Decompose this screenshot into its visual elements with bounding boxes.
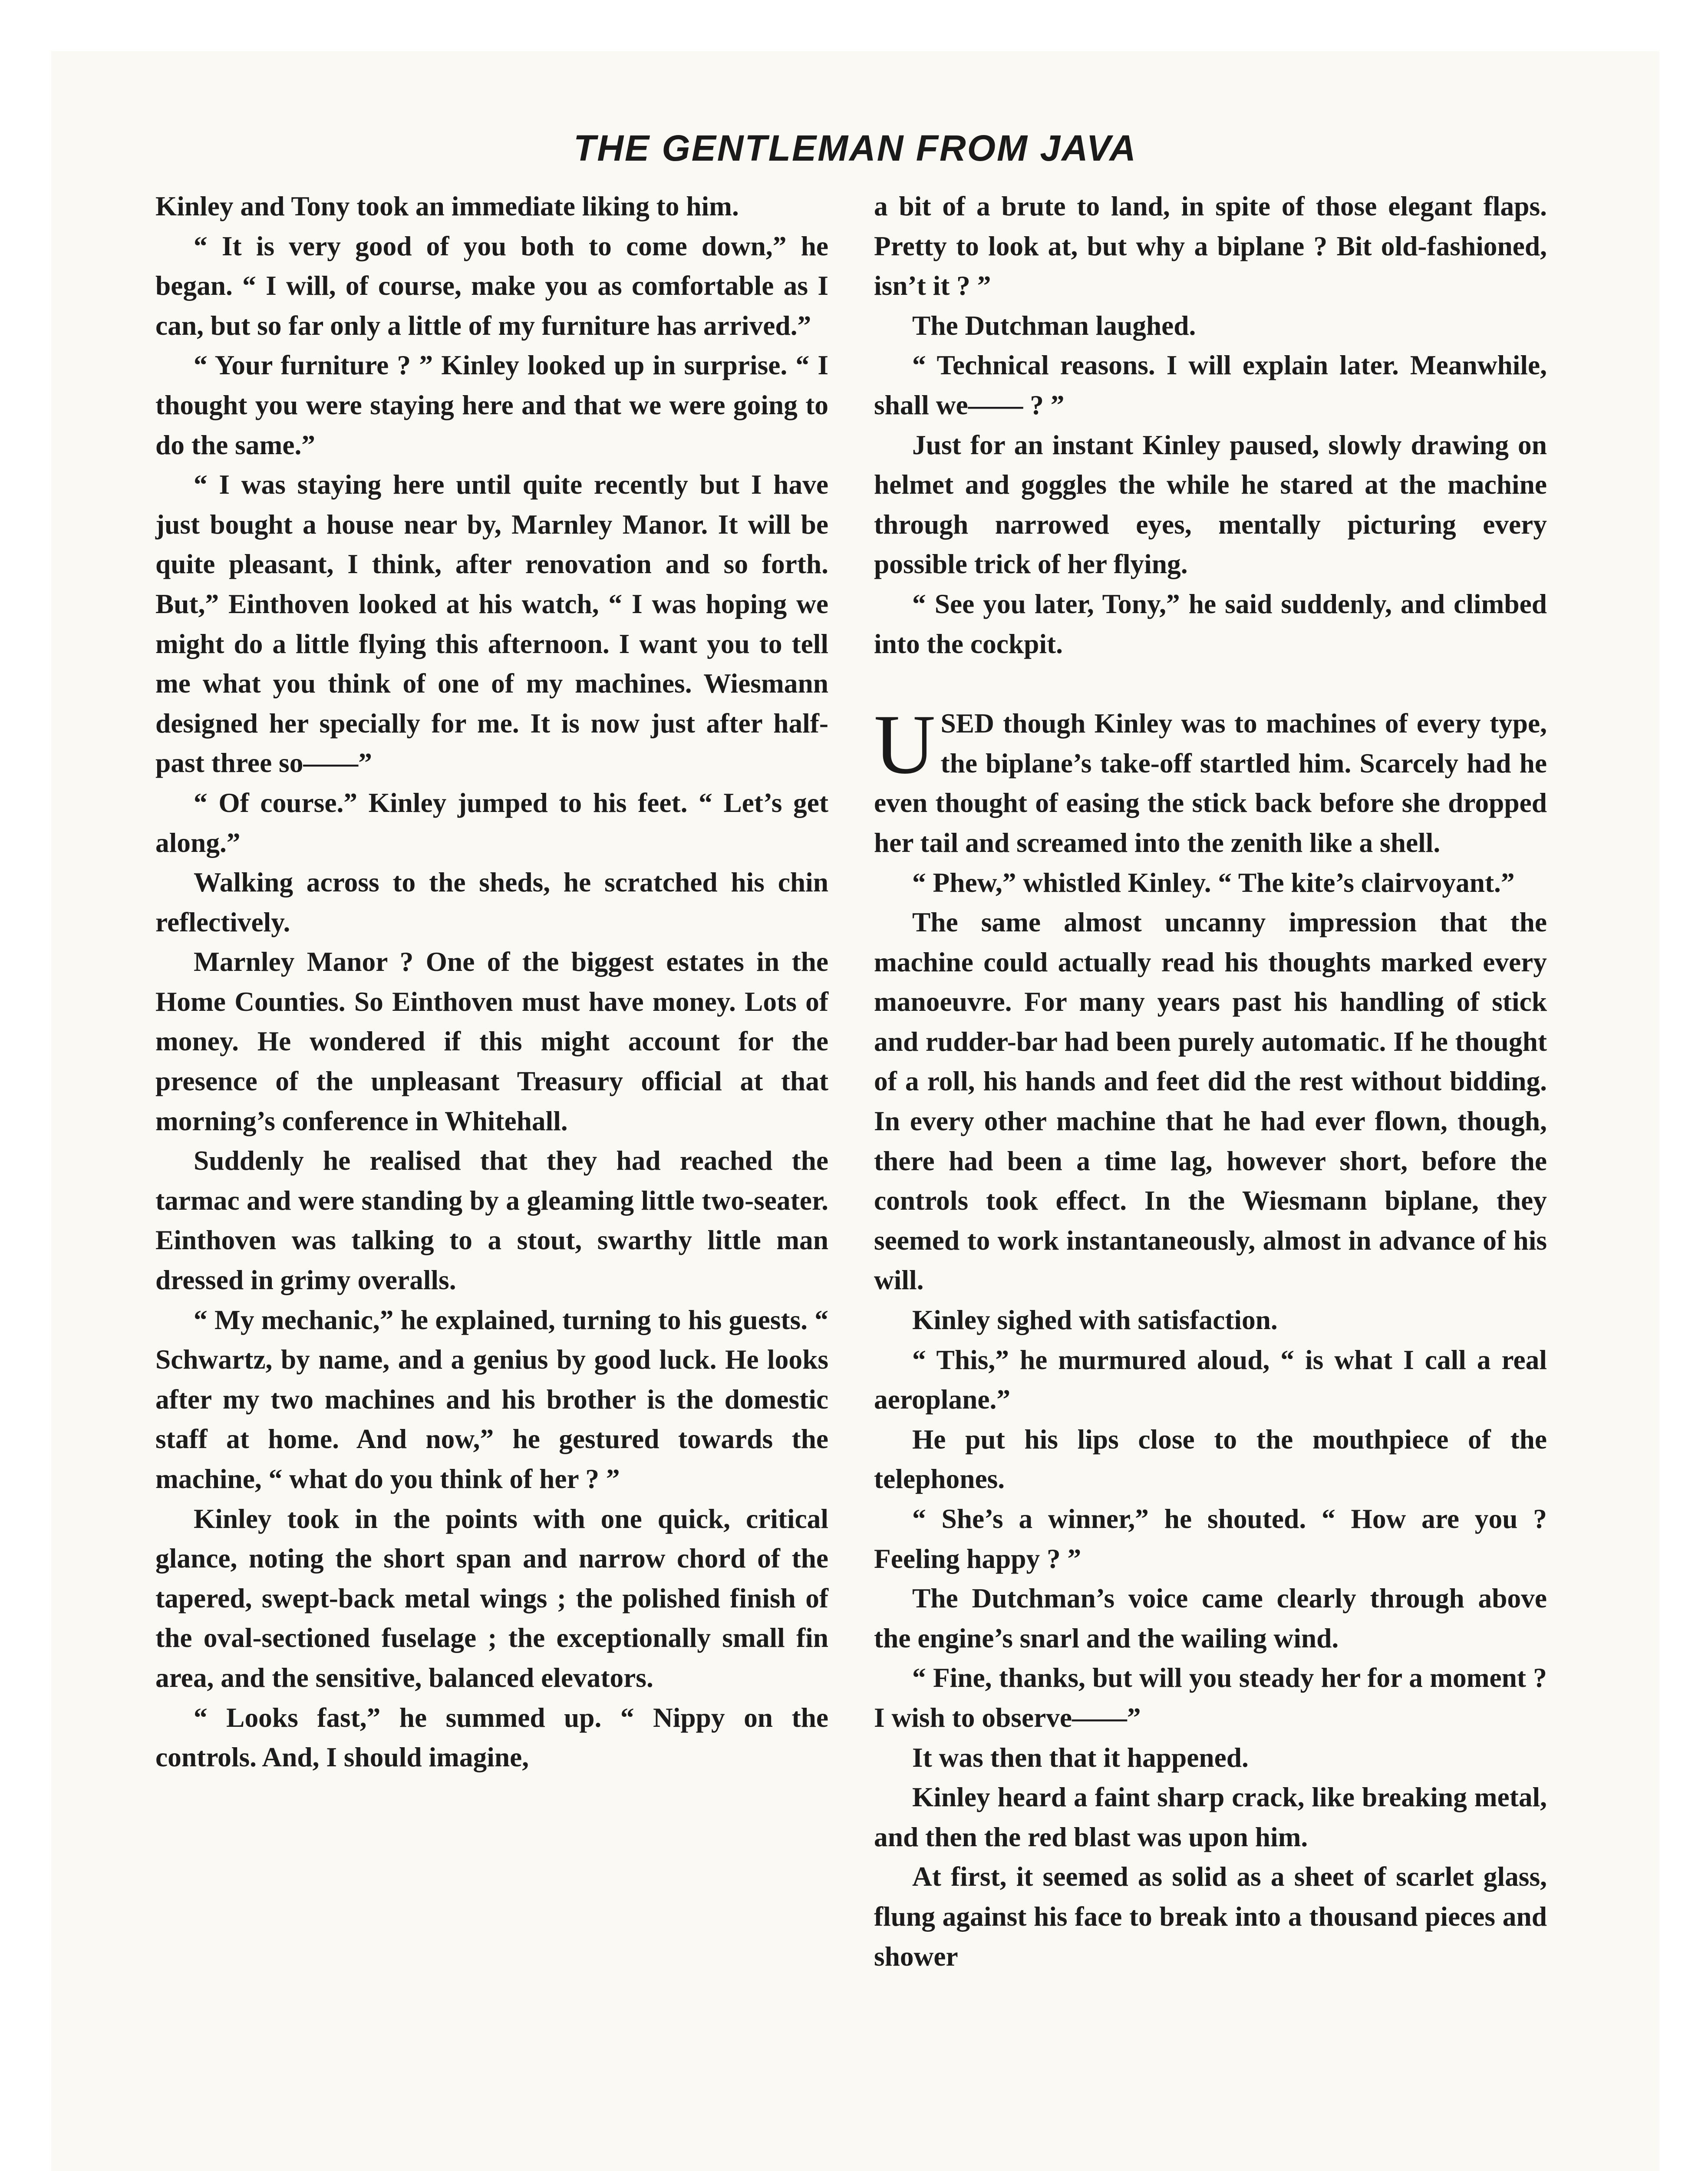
paragraph: “ This,” he murmured aloud, “ is what I call a real aeroplane.” — [874, 1344, 1547, 1415]
drop-cap: U — [874, 697, 936, 792]
section-opening-text: SED though Kinley was to machines of every type, the biplane’s take-off startled him. Scarcely had he even thought of easing the stick back before she dropped her tail and screamed into the zenith like a shell. — [874, 708, 1547, 858]
page-title: THE GENTLEMAN FROM JAVA — [574, 128, 1137, 168]
paragraph: a bit of a brute to land, in spite of those elegant flaps. Pretty to look at, but why a biplane ? Bit old-fashioned, isn’t it ? ” — [874, 191, 1547, 301]
paragraph: Just for an instant Kinley paused, slowly drawing on helmet and goggles the while he stared at the machine through narrowed eyes, mentally picturing every possible trick of her flying. — [874, 429, 1547, 580]
paragraph: “ Fine, thanks, but will you steady her for a moment ? I wish to observe——” — [874, 1663, 1547, 1733]
paragraph: Walking across to the sheds, he scratched his chin reflectively. — [155, 867, 828, 937]
paragraph: “ Technical reasons. I will explain later. Meanwhile, shall we—— ? ” — [874, 350, 1547, 420]
paragraph: “ She’s a winner,” he shouted. “ How are you ? Feeling happy ? ” — [874, 1504, 1547, 1574]
paragraph: Suddenly he realised that they had reached the tarmac and were standing by a gleaming little two-seater. Einthoven was talking to a stout, swarthy little man dressed in grimy overalls. — [155, 1145, 828, 1296]
paragraph: The Dutchman’s voice came clearly through above the engine’s snarl and the wailing wind. — [874, 1583, 1547, 1653]
paragraph: It was then that it happened. — [912, 1742, 1249, 1773]
paragraph: “ Phew,” whistled Kinley. “ The kite’s clairvoyant.” — [912, 867, 1515, 898]
left-column — [155, 187, 828, 1778]
paragraph: At first, it seemed as solid as a sheet of scarlet glass, flung against his face to break into a thousand pieces and shower — [874, 1861, 1547, 1972]
section-opening — [874, 697, 1547, 863]
paragraph: “ I was staying here until quite recently but I have just bought a house near by, Marnley Manor. It will be quite pleasant, I think, after renovation and so forth. But,” Einthoven looked at his watch, “ I was hoping we might do a little flying this afternoon. I want you to tell me what you think of one of my machines. Wiesmann designed her specially for me. It is now just after half-past three so——” — [155, 469, 828, 779]
paragraph: “ My mechanic,” he explained, turning to his guests. “ Schwartz, by name, and a genius by good luck. He looks after my two machines and his brother is the domestic staff at home. And now,” he gestured towards the machine, “ what do you think of her ? ” — [155, 1304, 828, 1494]
paragraph: Kinley took in the points with one quick, critical glance, noting the short span and narrow chord of the tapered, swept-back metal wings ; the polished finish of the oval-sectioned fuselage ; the exceptionally small fin area, and the sensitive, balanced elevators. — [155, 1503, 828, 1693]
paragraph: The same almost uncanny impression that the machine could actually read his thoughts marked every manoeuvre. For many years past his handling of stick and rudder-bar had been purely automatic. If he thought of a roll, his hands and feet did the rest without bidding. In every other machine that he had ever flown, though, there had been a time lag, however short, before the controls took effect. In the Wiesmann biplane, they seemed to work instantaneously, almost in advance of his will. — [874, 907, 1547, 1296]
paragraph: The Dutchman laughed. — [912, 310, 1196, 341]
paragraph: Kinley sighed with satisfaction. — [912, 1305, 1278, 1336]
paragraph: Kinley and Tony took an immediate liking to him. — [155, 191, 739, 221]
paragraph: Marnley Manor ? One of the biggest estates in the Home Counties. So Einthoven must have money. Lots of money. He wondered if this might account for the presence of the unpleasant Treasury official at that morning’s conference in Whitehall. — [155, 947, 828, 1136]
paragraph: He put his lips close to the mouthpiece of the telephones. — [874, 1424, 1547, 1495]
right-column — [874, 187, 1547, 1976]
paragraph: “ It is very good of you both to come down,” he began. “ I will, of course, make you as comfortable as I can, but so far only a little of my furniture has arrived.” — [155, 231, 828, 341]
magazine-page — [51, 51, 1659, 2171]
paragraph: “ Looks fast,” he summed up. “ Nippy on the controls. And, I should imagine, — [155, 1702, 828, 1773]
paragraph: “ Of course.” Kinley jumped to his feet. “ Let’s get along.” — [155, 787, 828, 858]
paragraph: Kinley heard a faint sharp crack, like breaking metal, and then the red blast was upon him. — [874, 1782, 1547, 1852]
paragraph: “ Your furniture ? ” Kinley looked up in surprise. “ I thought you were staying here and that we were going to do the same.” — [155, 350, 828, 460]
paragraph: “ See you later, Tony,” he said suddenly, and climbed into the cockpit. — [874, 588, 1547, 659]
